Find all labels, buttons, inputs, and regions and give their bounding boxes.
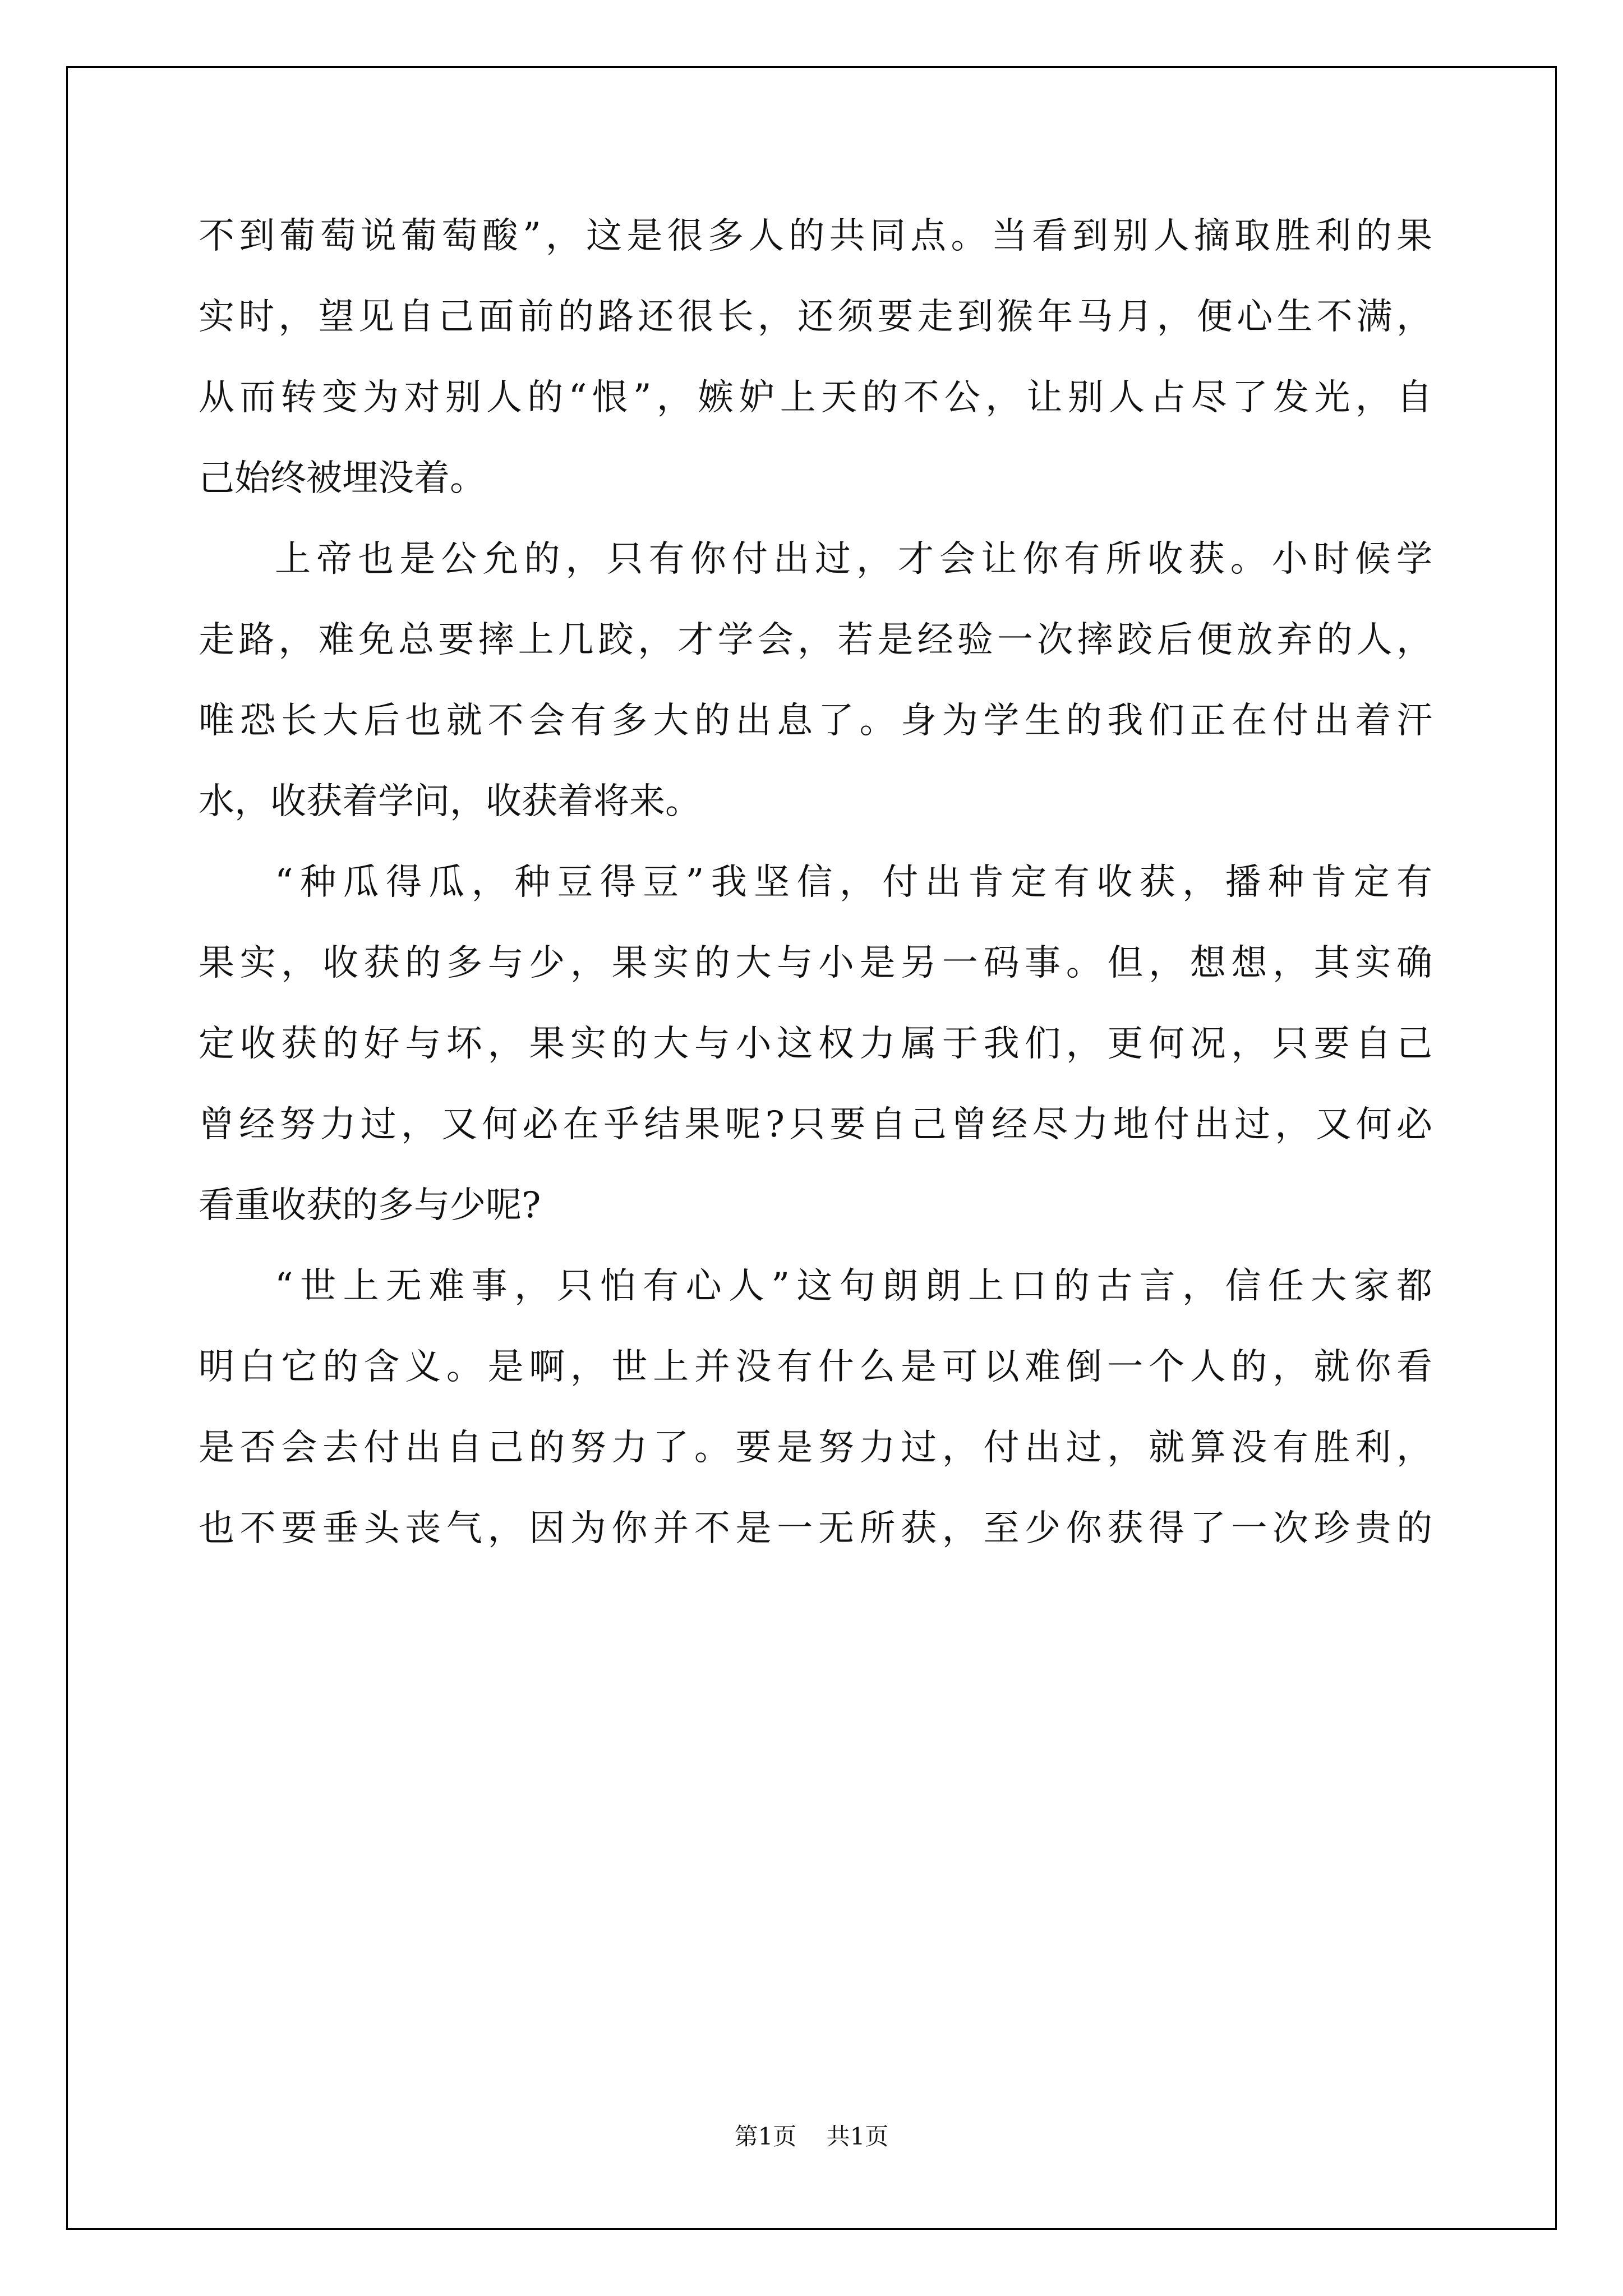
page-number: 第1页 xyxy=(734,2123,797,2150)
text-line: 走路，难免总要摔上几跤，才学会，若是经验一次摔跤后便放弃的人， xyxy=(199,619,1432,661)
text-line: “世上无难事，只怕有心人”这句朗朗上口的古言，信任大家都 xyxy=(275,1266,1432,1307)
text-line: 唯恐长大后也就不会有多大的出息了。身为学生的我们正在付出着汗 xyxy=(199,700,1432,742)
paragraph-4 xyxy=(199,1223,1432,1592)
text-line: 也不要垂头丧气，因为你并不是一无所获，至少你获得了一次珍贵的 xyxy=(199,1508,1432,1549)
paragraph-2 xyxy=(199,496,1432,865)
paragraph-3 xyxy=(199,819,1432,1269)
text-line: 明白它的含义。是啊，世上并没有什么是可以难倒一个人的，就你看 xyxy=(199,1346,1432,1388)
document-body xyxy=(199,215,1432,1592)
text-line: 上帝也是公允的，只有你付出过，才会让你有所收获。小时候学 xyxy=(275,539,1432,580)
text-line: 实时，望见自己面前的路还很长，还须要走到猴年马月，便心生不满， xyxy=(199,296,1432,338)
text-line: 曾经努力过，又何必在乎结果呢?只要自己曾经尽力地付出过，又何必 xyxy=(199,1104,1432,1145)
text-line: 己始终被埋没着。 xyxy=(199,458,486,499)
text-line: 水，收获着学问，收获着将来。 xyxy=(199,781,701,822)
text-line: 是否会去付出自己的努力了。要是努力过，付出过，就算没有胜利， xyxy=(199,1427,1432,1469)
text-line: 果实，收获的多与少，果实的大与小是另一码事。但，想想，其实确 xyxy=(199,942,1432,984)
page-total: 共1页 xyxy=(826,2123,889,2150)
page-footer xyxy=(0,2118,1623,2152)
text-line: “种瓜得瓜，种豆得豆”我坚信，付出肯定有收获，播种肯定有 xyxy=(275,862,1432,903)
text-line: 定收获的好与坏，果实的大与小这权力属于我们，更何况，只要自己 xyxy=(199,1023,1432,1065)
text-line: 从而转变为对别人的“恨”，嫉妒上天的不公，让别人占尽了发光，自 xyxy=(199,377,1432,418)
text-line: 不到葡萄说葡萄酸”，这是很多人的共同点。当看到别人摘取胜利的果 xyxy=(199,215,1432,257)
text-line: 看重收获的多与少呢? xyxy=(199,1185,541,1226)
paragraph-1 xyxy=(199,173,1432,542)
